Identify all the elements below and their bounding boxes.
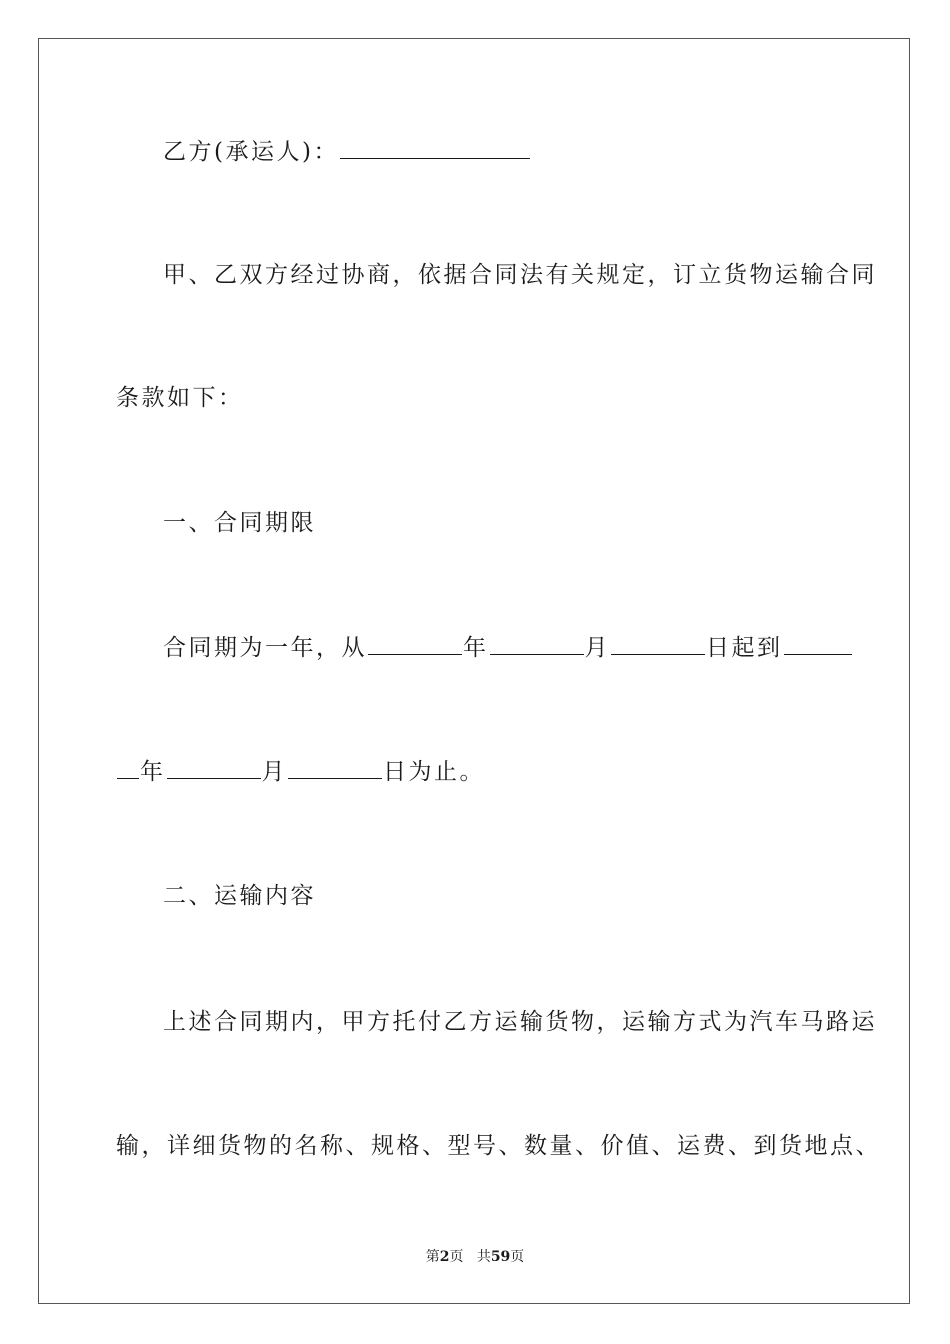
term-line-2 — [116, 757, 485, 787]
intro-line-2: 条款如下： — [116, 385, 244, 411]
term-month-label: 月 — [584, 635, 610, 661]
section2-heading: 二、运输内容 — [163, 883, 316, 909]
start-day-blank — [611, 634, 705, 655]
term-year-label: 年 — [463, 635, 489, 661]
page-border — [38, 38, 910, 1304]
party-b-label: 乙方(承运人)： — [163, 139, 339, 165]
end-year-blank-part1 — [784, 634, 852, 655]
term-line2-year-label: 年 — [140, 759, 166, 785]
end-month-blank — [167, 758, 261, 779]
term-line-1 — [163, 633, 853, 663]
term-line2-month-label: 月 — [261, 759, 287, 785]
end-year-blank-part2 — [117, 758, 139, 779]
page-prefix: 第 — [425, 1249, 440, 1265]
intro-line-1: 甲、乙双方经过协商，依据合同法有关规定，订立货物运输合同 — [163, 262, 877, 288]
page-suffix: 页 — [449, 1249, 464, 1265]
party-b-blank — [340, 138, 530, 159]
page-number: 2 — [439, 1249, 450, 1265]
term-line2-end-label: 日为止。 — [383, 759, 485, 785]
term-intro-text: 合同期为一年，从 — [163, 635, 367, 661]
total-suffix: 页 — [510, 1249, 525, 1265]
end-day-blank — [288, 758, 382, 779]
section1-heading: 一、合同期限 — [163, 510, 316, 536]
total-pages: 59 — [490, 1249, 511, 1265]
start-year-blank — [368, 634, 462, 655]
total-prefix: 共 — [476, 1249, 491, 1265]
page-footer — [0, 1247, 950, 1267]
term-day-start-label: 日起到 — [706, 635, 783, 661]
start-month-blank — [490, 634, 584, 655]
content-line-1: 上述合同期内，甲方托付乙方运输货物，运输方式为汽车马路运 — [163, 1009, 877, 1035]
party-b-line — [163, 137, 531, 167]
content-line-2: 输，详细货物的名称、规格、型号、数量、价值、运费、到货地点、 — [116, 1133, 881, 1159]
